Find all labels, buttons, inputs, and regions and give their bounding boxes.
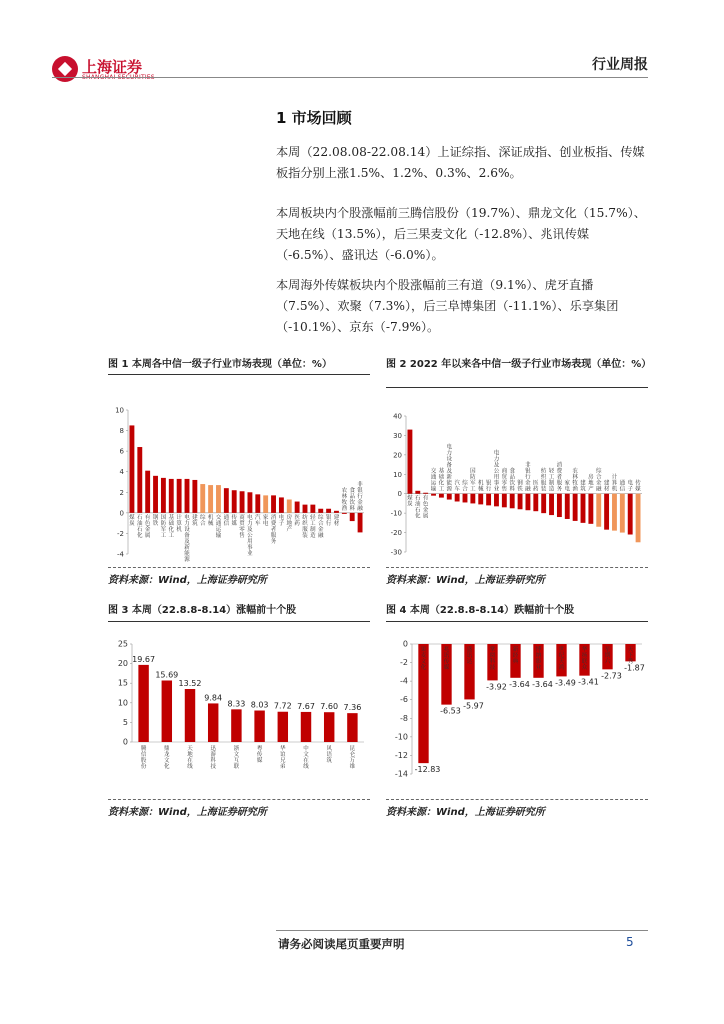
category-label: 石油石化	[137, 514, 143, 539]
bar	[470, 494, 475, 504]
figure-2-source-rule	[386, 567, 648, 568]
bar	[350, 513, 355, 521]
figure-4-chart	[386, 636, 648, 796]
y-tick-label: -6	[400, 695, 408, 705]
data-label: -3.41	[578, 677, 599, 687]
y-tick-label: 25	[117, 639, 128, 649]
figure-1-rule	[108, 374, 370, 375]
data-label: -2.73	[601, 671, 622, 681]
y-tick-label: -14	[394, 769, 408, 779]
category-label: 世纪天鸿	[558, 647, 565, 671]
category-label: 腾信股份	[140, 746, 147, 770]
category-label: 计算机	[611, 474, 618, 493]
category-label: 建材	[603, 480, 610, 493]
bar	[620, 494, 625, 533]
category-label: 煤炭	[407, 495, 413, 508]
bar	[153, 476, 158, 513]
bar	[407, 430, 412, 494]
figure-2-rule	[386, 387, 648, 388]
category-label: 汽车	[255, 514, 261, 527]
bar	[301, 712, 311, 742]
bar	[200, 484, 205, 513]
category-label: 基础化工	[438, 468, 445, 493]
bar	[177, 479, 182, 513]
bar	[318, 509, 323, 513]
figure-4-source-rule	[386, 799, 648, 800]
data-label: -3.92	[486, 682, 507, 692]
category-label: 汽车	[454, 480, 460, 493]
y-tick-label: -10	[390, 509, 402, 518]
section-title: 1 市场回顾	[276, 109, 352, 127]
y-tick-label: 2	[119, 488, 124, 497]
category-label: 掌阅科技	[489, 647, 496, 671]
bar	[510, 494, 515, 509]
data-label: 9.84	[204, 693, 223, 703]
category-label: 消费者服务	[556, 462, 563, 493]
bar	[216, 485, 221, 513]
figure-3-rule	[108, 621, 370, 622]
category-label: 钢铁	[517, 480, 523, 493]
data-label: 7.60	[320, 702, 339, 712]
bar	[549, 494, 554, 515]
bar	[255, 494, 260, 513]
bar	[557, 494, 562, 517]
y-tick-label: 5	[122, 717, 128, 727]
category-label: 电力及公用事业	[493, 450, 500, 493]
category-label: 通信	[619, 480, 626, 493]
y-tick-label: -12	[394, 750, 408, 760]
data-label: 7.67	[297, 701, 315, 711]
category-label: 兆讯传媒	[443, 647, 450, 671]
bar	[565, 494, 570, 519]
category-label: 通信	[223, 514, 230, 527]
report-type: 行业周报	[592, 57, 648, 73]
category-label: 传媒	[231, 514, 237, 527]
data-label: -12.83	[414, 765, 441, 775]
bar	[169, 479, 174, 513]
category-label: 华谊兄弟	[280, 746, 286, 770]
category-label: 食品饮料	[349, 487, 355, 512]
bar	[324, 712, 334, 742]
category-label: 星期六	[604, 647, 611, 665]
category-label: 中文在线	[303, 746, 309, 770]
bar	[279, 497, 284, 512]
y-tick-label: -4	[400, 676, 408, 686]
category-label: 华扬联众	[581, 647, 588, 671]
category-label: 浙文互联	[233, 746, 240, 770]
category-label: 非银行金融	[525, 462, 531, 493]
y-tick-label: 0	[119, 509, 124, 518]
category-label: 交通运输	[430, 468, 437, 493]
category-label: 建材	[333, 514, 340, 527]
data-label: -6.53	[440, 706, 461, 716]
bar	[358, 513, 363, 533]
y-tick-label: -2	[117, 529, 124, 538]
y-tick-label: 30	[393, 431, 402, 440]
bar	[494, 494, 499, 507]
figure-3-chart	[108, 636, 370, 796]
bar	[295, 502, 300, 513]
y-tick-label: -8	[400, 713, 408, 723]
y-tick-label: -2	[400, 658, 408, 668]
bar	[232, 490, 237, 513]
category-label: 轻工制造	[548, 468, 555, 493]
figure-1-title: 图 1 本周各中信一级子行业市场表现（单位：%）	[108, 359, 332, 370]
bar	[541, 494, 546, 513]
bar	[636, 494, 641, 543]
bar	[628, 494, 633, 535]
y-tick-label: 10	[393, 470, 402, 479]
bar	[447, 494, 452, 500]
bar	[254, 711, 264, 742]
category-label: 机械	[207, 514, 214, 527]
bar	[439, 494, 444, 498]
category-label: 电力设备及新能源	[184, 514, 190, 563]
bar	[303, 505, 308, 513]
logo-subtext: SHANGHAI SECURITIES	[82, 74, 155, 81]
bar	[287, 499, 292, 512]
logo-mark-icon	[52, 56, 78, 82]
data-label: 8.03	[250, 700, 269, 710]
figure-4-title: 图 4 本周（22.8.8-8.14）跌幅前十个股	[386, 605, 575, 616]
bar	[162, 680, 172, 742]
bar	[347, 713, 357, 742]
category-label: 食品饮料	[509, 468, 515, 493]
data-label: -3.49	[555, 678, 576, 688]
y-tick-label: 40	[393, 412, 402, 421]
category-label: 银行	[485, 480, 492, 493]
figure-1-chart	[108, 402, 370, 562]
data-label: 15.69	[155, 670, 179, 680]
y-tick-label: 10	[117, 698, 128, 708]
category-label: 电子	[627, 480, 633, 493]
category-label: 盛讯达	[466, 647, 473, 665]
figure-1-source-rule	[108, 567, 370, 568]
category-label: 电力及公用事业	[247, 514, 253, 557]
category-label: 轻工制造	[310, 514, 316, 539]
category-label: 综合金融	[595, 468, 602, 493]
footer-disclaimer: 请务必阅读尾页重要声明	[278, 937, 405, 951]
bar	[263, 495, 268, 512]
category-label: 国防军工	[470, 468, 476, 493]
category-label: 昆仑万维	[349, 746, 356, 770]
category-label: 电子	[278, 514, 285, 527]
bar	[533, 494, 538, 511]
category-label: 商贸零售	[501, 468, 508, 493]
y-tick-label: 20	[393, 451, 402, 460]
bar	[604, 494, 609, 530]
bar	[431, 494, 436, 496]
bar	[161, 478, 166, 513]
bar	[240, 491, 245, 513]
category-label: 天地在线	[187, 746, 193, 770]
figure-4-source: 资料来源：Wind，上海证券研究所	[386, 807, 545, 818]
bar	[185, 479, 190, 513]
category-label: 传媒	[635, 480, 641, 493]
bar	[573, 494, 578, 521]
bar	[612, 494, 617, 531]
category-label: 医药	[294, 514, 300, 527]
category-label: 房地产	[286, 514, 293, 533]
category-label: 有色金属	[144, 514, 151, 539]
y-tick-label: 20	[117, 659, 128, 669]
category-label: 迅游科技	[210, 746, 216, 770]
category-label: 风语筑	[326, 746, 332, 764]
y-tick-label: 6	[119, 447, 124, 456]
category-label: 交通运输	[215, 514, 222, 539]
category-label: 有色金属	[422, 495, 429, 520]
bar	[415, 491, 420, 494]
data-label: -5.97	[463, 701, 484, 711]
bar	[231, 709, 241, 742]
category-label: 综合	[199, 514, 206, 527]
category-label: 石油石化	[415, 495, 421, 520]
data-label: 8.33	[227, 699, 246, 709]
bar	[129, 425, 134, 512]
category-label: 综合	[462, 480, 468, 493]
bar	[588, 494, 593, 524]
category-label: 农林牧渔	[572, 468, 578, 493]
page-number: 5	[626, 935, 634, 949]
bar	[145, 471, 150, 513]
paragraph-market-index: 本周（22.08.08-22.08.14）上证综指、深证成指、创业板指、传媒板指分别上涨1.5%、1.2%、0.3%、2.6%。	[276, 145, 645, 180]
bar	[596, 494, 601, 527]
figure-3-source: 资料来源：Wind，上海证券研究所	[108, 807, 267, 818]
bar	[310, 505, 315, 513]
figure-4-rule	[386, 621, 648, 622]
category-label: 纺织服装	[540, 468, 547, 493]
figure-2-title: 图 2 2022 年以来各中信一级子行业市场表现（单位：%）	[386, 359, 652, 370]
figure-3-source-rule	[108, 799, 370, 800]
figure-3-title: 图 3 本周（22.8.8-8.14）涨幅前十个股	[108, 605, 297, 616]
category-label: 家电	[262, 514, 269, 527]
category-label: 博纳影业	[535, 647, 542, 671]
y-tick-label: -30	[390, 548, 402, 557]
company-logo	[52, 56, 172, 84]
category-label: 银行	[325, 514, 332, 527]
bar	[137, 447, 142, 513]
category-label: 煤炭	[129, 514, 135, 527]
category-label: 钢铁	[152, 514, 159, 527]
paragraph-sector-stocks: 本周板块内个股涨幅前三腾信股份（19.7%）、鼎龙文化（15.7%）、天地在线（13.5%），后三果麦文化（-12.8%）、兆讯传媒（-6.5%）、盛讯达（-6.0%）。	[276, 206, 646, 262]
data-label: 13.52	[178, 679, 202, 689]
y-tick-label: 15	[117, 678, 128, 688]
figure-1-source: 资料来源：Wind，上海证券研究所	[108, 575, 267, 586]
paragraph-overseas-stocks: 本周海外传媒板块内个股涨幅前三有道（9.1%）、虎牙直播（7.5%）、欢聚（7.3%），后三阜博集团（-11.1%）、乐享集团（-10.1%）、京东（-7.9%）。	[276, 278, 619, 334]
y-tick-label: 8	[119, 427, 124, 436]
y-tick-label: -10	[394, 732, 408, 742]
y-tick-label: 10	[115, 406, 124, 415]
bar	[518, 494, 523, 510]
bar	[208, 485, 213, 513]
category-label: 非银行金融	[357, 481, 363, 512]
footer-divider	[276, 930, 648, 931]
bar	[334, 511, 339, 513]
category-label: 医药	[533, 480, 539, 493]
category-label: 建筑	[192, 514, 198, 527]
y-tick-label: -20	[390, 529, 402, 538]
category-label: 基础化工	[168, 514, 175, 539]
category-label: 纺织服装	[302, 514, 308, 539]
y-tick-label: 0	[402, 639, 408, 649]
category-label: 农林牧渔	[341, 487, 348, 512]
bar	[326, 509, 331, 513]
data-label: -3.64	[509, 679, 530, 689]
category-label: 电力设备及新能源	[446, 444, 453, 493]
y-tick-label: 0	[397, 490, 402, 499]
category-label: 新经典	[512, 647, 519, 665]
category-label: 商贸零售	[239, 514, 245, 539]
bar	[271, 495, 276, 512]
category-label: 粤传媒	[256, 746, 263, 764]
bar	[423, 493, 428, 494]
bar	[502, 494, 507, 508]
category-label: 建筑	[580, 480, 586, 493]
bar	[208, 703, 218, 742]
bar	[185, 689, 195, 742]
figure-2-source: 资料来源：Wind，上海证券研究所	[386, 575, 545, 586]
category-label: 天下秀	[627, 647, 634, 665]
y-tick-label: -4	[117, 550, 124, 559]
category-label: 鼎龙文化	[164, 746, 170, 770]
bar	[581, 494, 586, 523]
data-label: -1.87	[624, 663, 645, 673]
category-label: 房地产	[588, 474, 594, 493]
bar	[247, 492, 252, 513]
header-divider	[52, 77, 648, 78]
bar	[138, 665, 148, 742]
category-label: 计算机	[176, 514, 182, 533]
bar	[486, 494, 491, 506]
bar	[525, 494, 530, 511]
logo-text: 上海证券	[82, 58, 143, 76]
data-label: 19.67	[132, 654, 156, 664]
category-label: 果麦文化	[420, 647, 427, 671]
bar	[463, 494, 468, 503]
y-tick-label: 4	[119, 468, 124, 477]
bar	[192, 480, 197, 513]
data-label: -3.64	[532, 679, 553, 689]
category-label: 综合金融	[317, 514, 324, 539]
bar	[278, 712, 288, 742]
category-label: 国防军工	[160, 514, 167, 539]
bar	[224, 488, 229, 513]
bar	[478, 494, 483, 505]
data-label: 7.72	[273, 701, 292, 711]
bar	[342, 513, 347, 514]
category-label: 家电	[564, 480, 571, 493]
figure-2-chart	[386, 410, 648, 562]
category-label: 消费者服务	[270, 514, 277, 545]
data-label: 7.36	[343, 703, 362, 713]
bar	[455, 494, 460, 502]
category-label: 机械	[477, 480, 484, 493]
y-tick-label: 0	[122, 737, 128, 747]
